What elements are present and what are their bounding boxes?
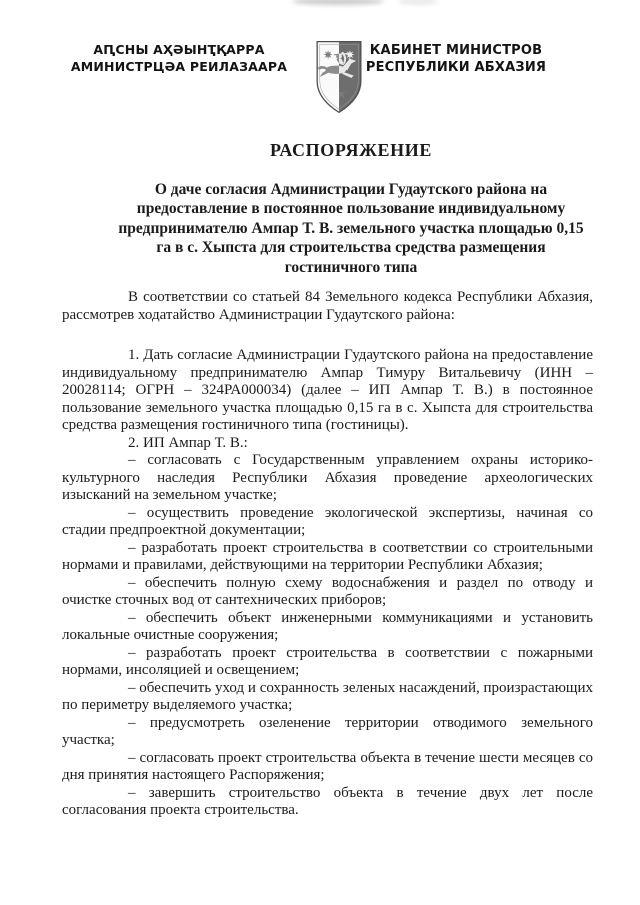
scan-artifact	[292, 0, 384, 5]
org-name-abkhaz	[40, 42, 318, 75]
document-subject: О даче согласия Администрации Гудаутского района на предоставление в постоянное пользование индивидуальному предпринимателю Ампар Т. В. земельного участка площадью 0,15 га в с. Хыпста для строительства средства размещения гостиничного типа	[118, 181, 584, 276]
scan-artifact	[398, 0, 438, 5]
body-paragraph: – обеспечить уход и сохранность зеленых насаждений, произрастающих по периметру выделяемого участка;	[62, 679, 593, 714]
org-name-abkhaz-line1: АԤСНЫ АҲӘЫНҬҚАРРА	[93, 42, 265, 57]
body-paragraph: 2. ИП Ампар Т. В.:	[128, 434, 248, 451]
body-paragraph: – разработать проект строительства в соответствии с пожарными нормами, инсоляцией и освещением;	[62, 644, 593, 679]
document-body	[62, 289, 593, 820]
body-paragraph: – завершить строительство объекта в течение двух лет после согласования проекта строительства.	[62, 784, 593, 819]
body-paragraph: – обеспечить полную схему водоснабжения и раздел по отводу и очистке сточных вод от сантехнических приборов;	[62, 574, 593, 609]
body-paragraph: – разработать проект строительства в соответствии со строительными нормами и правилами, действующими на территории Республики Абхазия;	[62, 539, 593, 574]
body-paragraph: – согласовать проект строительства объекта в течение шести месяцев со дня принятия настоящего Распоряжения;	[62, 749, 593, 784]
body-paragraph: – осуществить проведение экологической экспертизы, начиная со стадии предпроектной документации;	[62, 504, 593, 539]
document-title: РАСПОРЯЖЕНИЕ	[270, 140, 432, 160]
body-paragraph: В соответствии со статьей 84 Земельного кодекса Республики Абхазия, рассмотрев ходатайство Администрации Гудаутского района:	[62, 289, 593, 323]
org-name-russian	[346, 43, 566, 76]
document-content	[62, 140, 593, 820]
body-paragraph: – предусмотреть озеленение территории отводимого земельного участка;	[62, 714, 593, 749]
org-name-russian-line2: РЕСПУБЛИКИ АБХАЗИЯ	[365, 59, 547, 75]
body-paragraph: – согласовать с Государственным управлением охраны историко-культурного наследия Республики Абхазия проведение археологических изысканий на земельном участке;	[62, 452, 593, 504]
body-paragraph: – обеспечить объект инженерными коммуникациями и установить локальные очистные сооружения;	[62, 609, 593, 644]
org-name-abkhaz-line2: АМИНИСТРЦӘА РЕИЛАЗААРА	[70, 58, 288, 74]
org-name-russian-line1: КАБИНЕТ МИНИСТРОВ	[369, 43, 543, 58]
document-heading	[115, 140, 587, 277]
body-paragraph: 1. Дать согласие Администрации Гудаутского района на предоставление индивидуальному предпринимателю Ампар Тимуру Витальевичу (ИНН – 20028114; ОГРН – 324РА000034) (далее – ИП Ампар Т. В.) в постоянное пользование земельного участка площадью 0,15 га в с. Хыпста для строительства средства размещения гостиничного типа (гостиницы).	[62, 347, 593, 434]
